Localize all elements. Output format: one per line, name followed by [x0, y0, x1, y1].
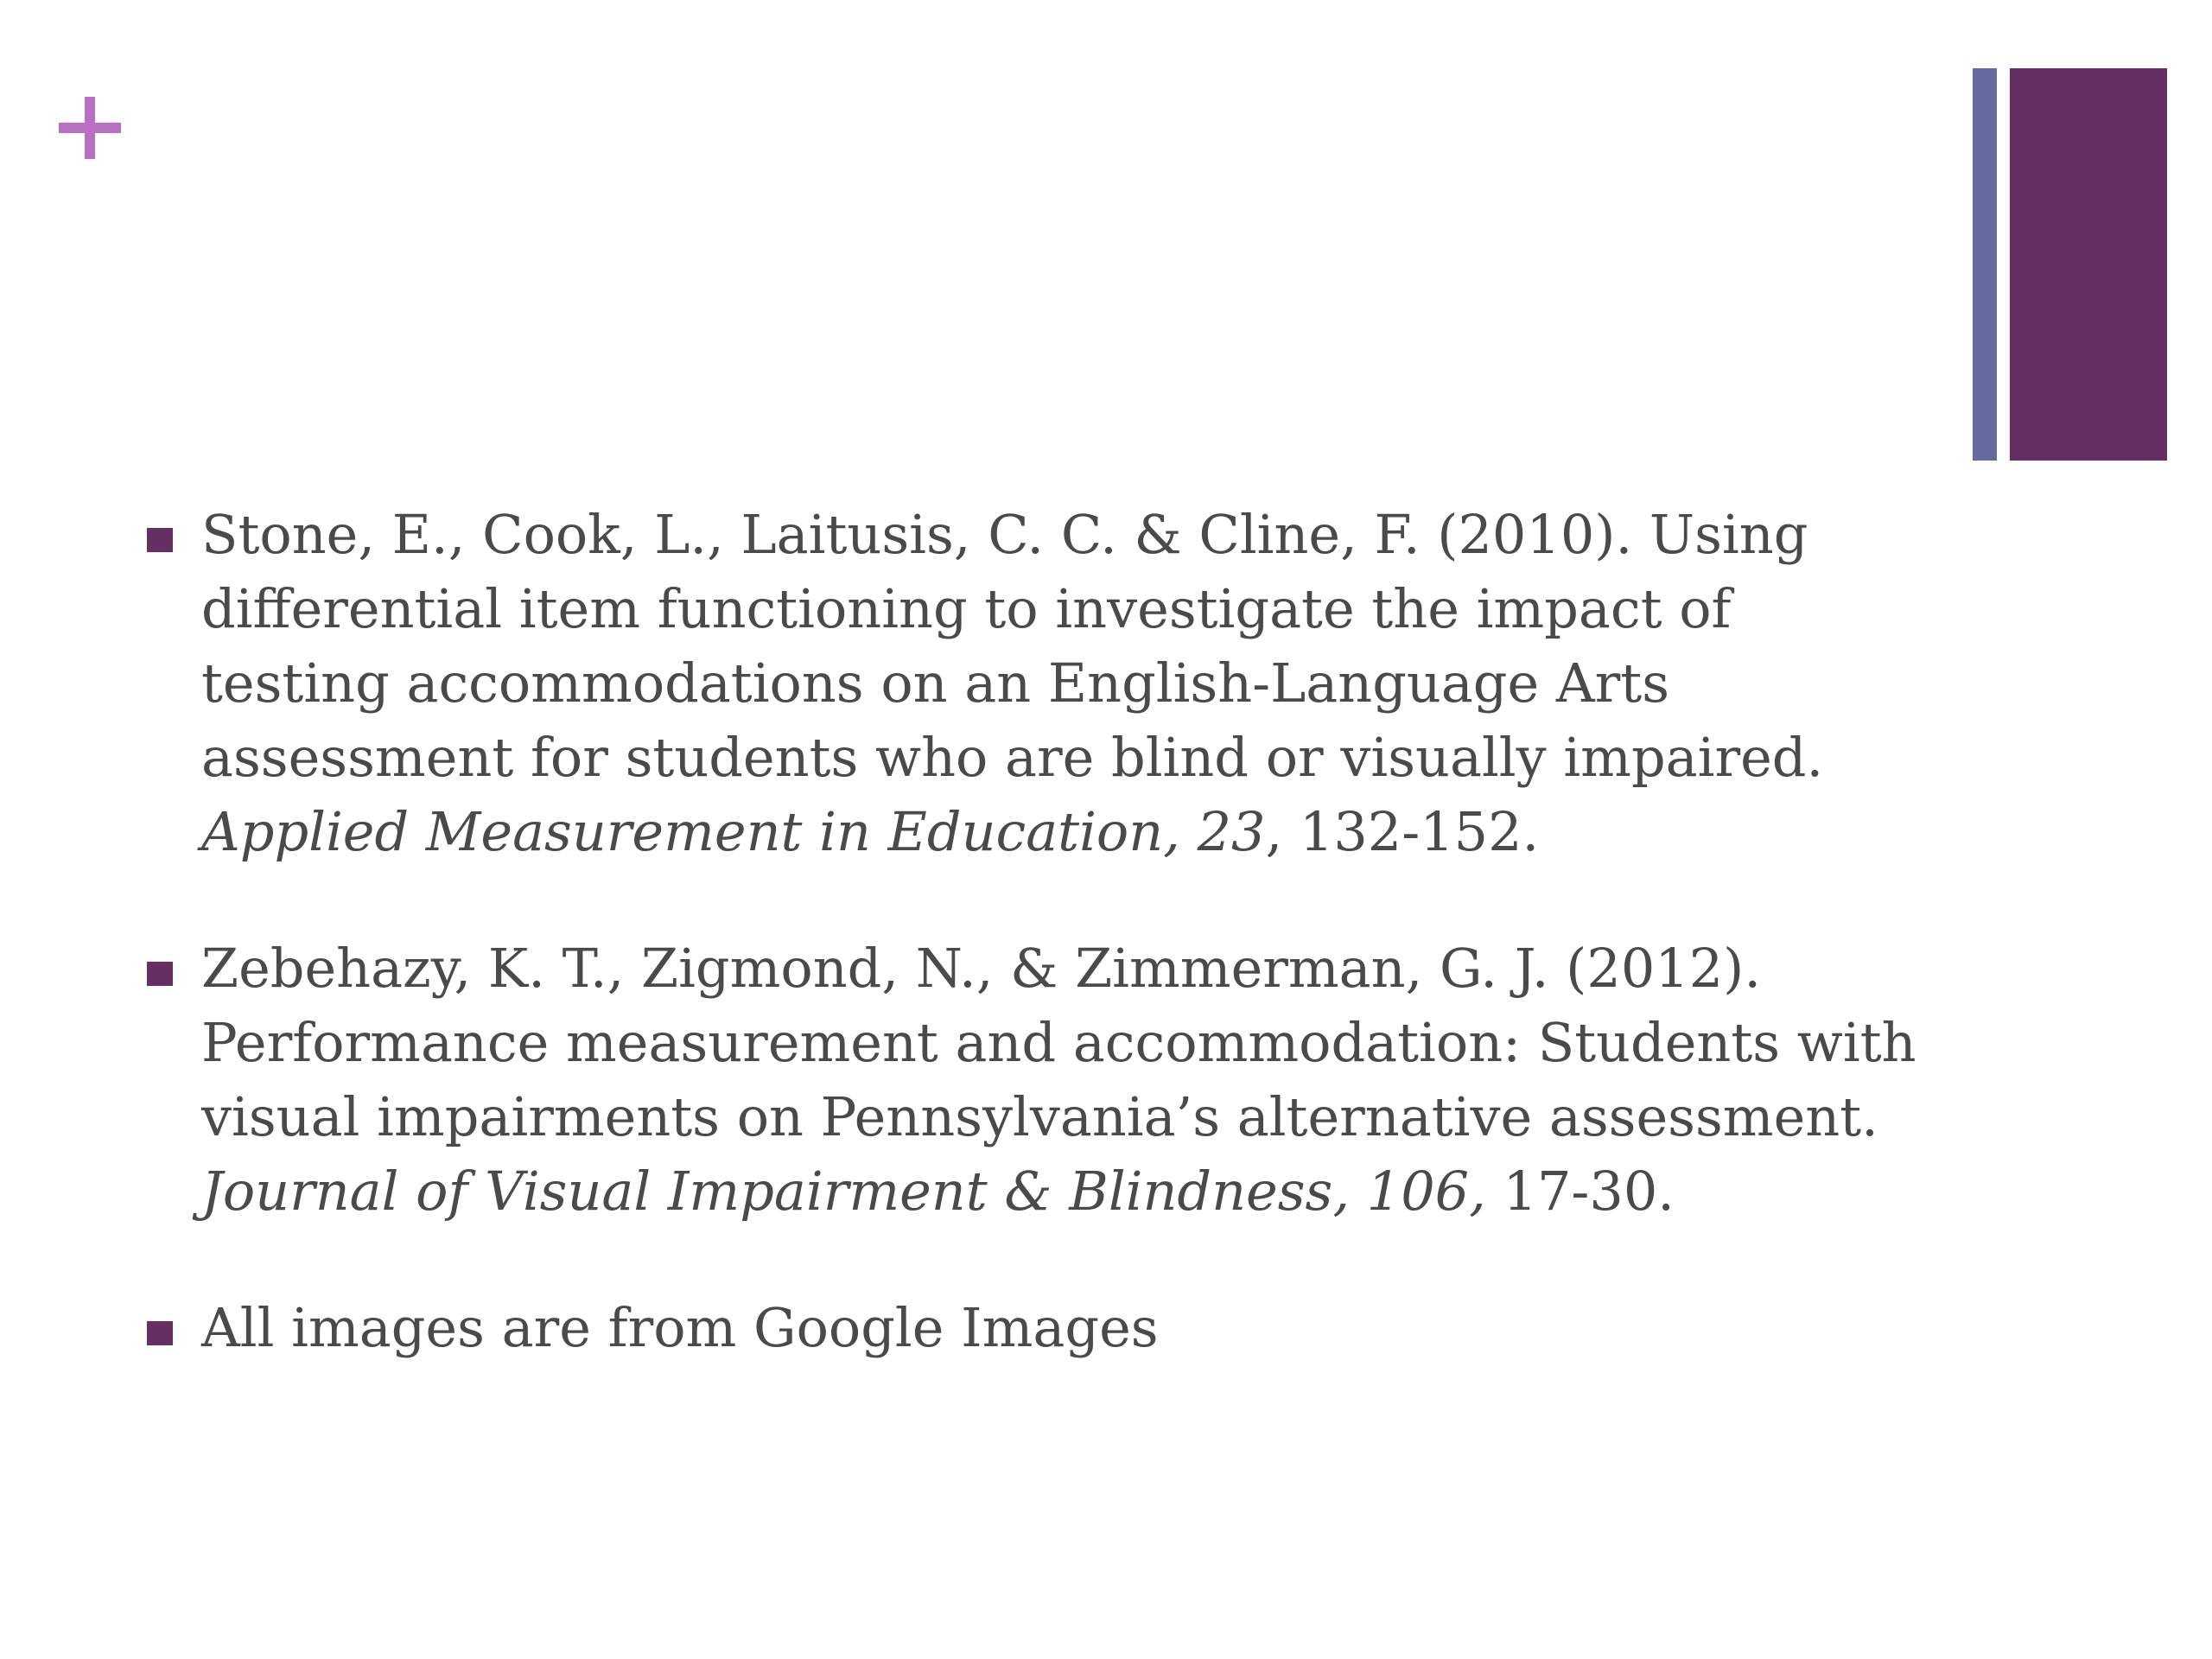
- reference-journal: Journal of Visual Impairment & Blindness, 106,: [201, 1160, 1486, 1223]
- square-bullet-icon: [147, 962, 173, 986]
- reference-list: [147, 498, 1936, 1427]
- square-bullet-icon: [147, 1321, 173, 1345]
- reference-pages: 17-30.: [1485, 1160, 1675, 1223]
- accent-bar-thin: [1973, 68, 1997, 461]
- reference-journal: Applied Measurement in Education, 23: [201, 800, 1266, 863]
- accent-bar-wide: [2010, 68, 2167, 461]
- square-bullet-icon: [147, 528, 173, 552]
- image-credit-note: All images are from Google Images: [201, 1296, 1159, 1359]
- note-item: [147, 1291, 1936, 1365]
- reference-authors: Stone, E., Cook, L., Laitusis, C. C. & Cline, F. (2010). Using differential item functioning to investigate the impact of testing accommodations on an English-Language Arts assessment for students who are blind or visually impaired.: [201, 503, 1824, 789]
- plus-icon: [59, 97, 121, 159]
- reference-item: [147, 498, 1936, 869]
- plus-icon-vertical: [85, 97, 95, 159]
- reference-authors: Zebehazy, K. T., Zigmond, N., & Zimmerman, G. J. (2012). Performance measurement and accommodation: Students with visual impairments on Pennsylvania’s alternative assessment.: [201, 937, 1916, 1148]
- reference-pages: , 132-152.: [1265, 800, 1540, 863]
- reference-item: [147, 931, 1936, 1229]
